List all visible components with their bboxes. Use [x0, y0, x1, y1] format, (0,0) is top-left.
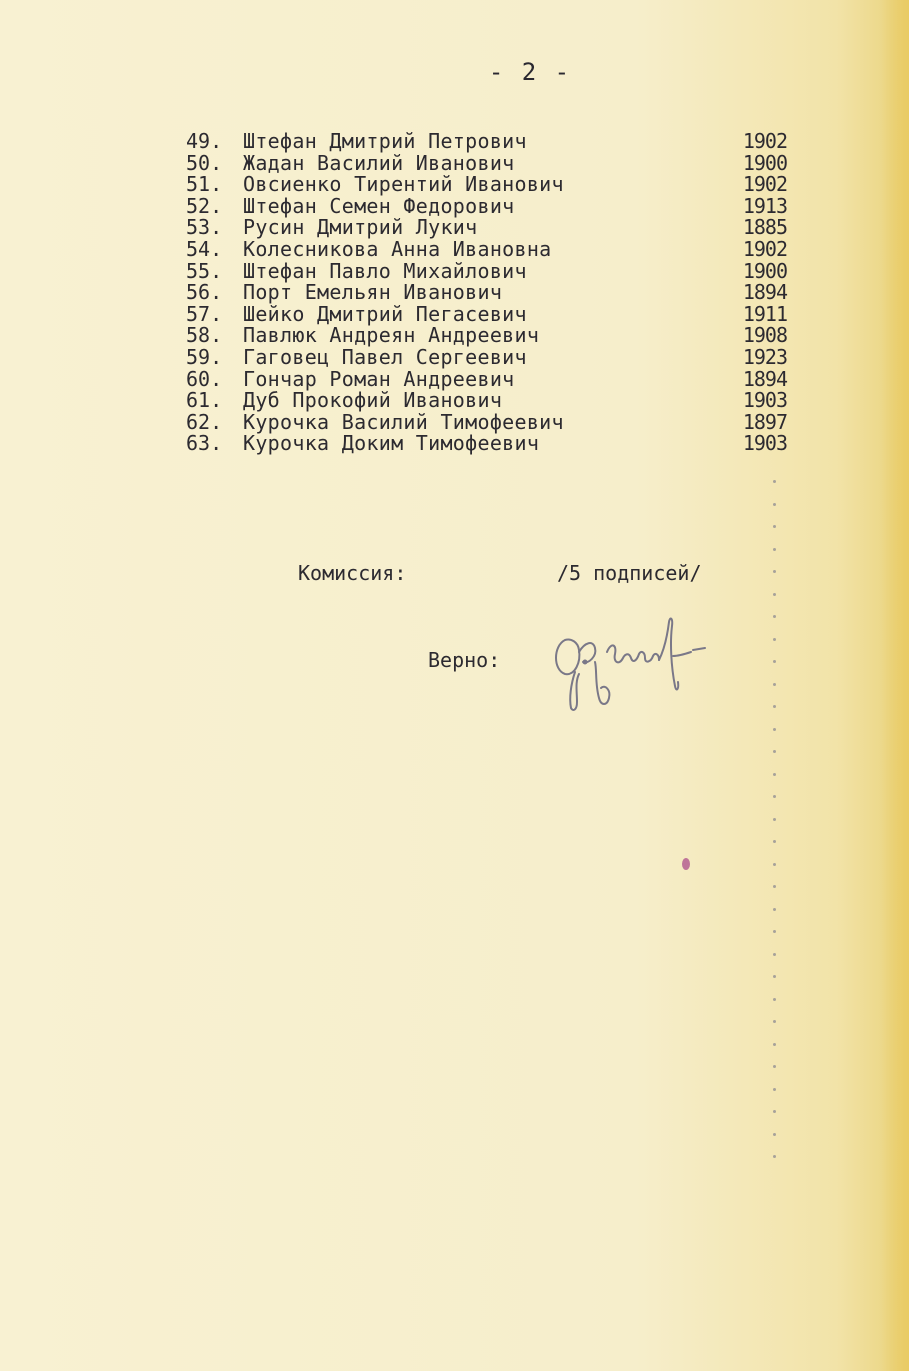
entry-number: 56.	[186, 280, 223, 305]
list-item	[186, 131, 791, 153]
entry-number: 51.	[186, 172, 223, 197]
list-item	[186, 282, 791, 304]
entry-birth-year: 1894	[742, 280, 787, 305]
margin-dot	[773, 1133, 776, 1136]
entry-name: Курочка Доким Тимофеевич	[243, 431, 540, 456]
list-item	[186, 301, 791, 326]
margin-dot	[773, 525, 776, 528]
list-item	[186, 174, 791, 196]
entry-birth-year: 1900	[742, 258, 787, 283]
margin-dot	[773, 885, 776, 888]
margin-dot	[773, 750, 776, 753]
margin-dot	[773, 570, 776, 573]
entry-name: Русин Дмитрий Лукич	[243, 215, 478, 240]
entry-number: 54.	[186, 236, 223, 261]
entry-name: Штефан Дмитрий Петрович	[243, 129, 527, 153]
entry-number: 53.	[186, 215, 223, 240]
entry-birth-year: 1923	[742, 344, 787, 369]
margin-dot	[773, 503, 776, 506]
ink-spot	[682, 858, 690, 870]
margin-dot	[773, 728, 776, 731]
margin-dot	[773, 795, 776, 798]
margin-dot	[773, 705, 776, 708]
margin-dot	[773, 953, 776, 956]
entry-name: Овсиенко Тирентий Иванович	[243, 172, 564, 197]
margin-dot	[773, 1020, 776, 1023]
certified-label: Верно:	[428, 648, 501, 672]
entry-name: Штефан Павло Михайлович	[243, 258, 527, 283]
margin-dot	[773, 840, 776, 843]
list-item	[186, 433, 791, 455]
entry-birth-year: 1911	[742, 301, 787, 326]
list-item	[186, 390, 791, 412]
entry-number: 49.	[186, 129, 223, 153]
margin-dot	[773, 1155, 776, 1158]
margin-dot	[773, 818, 776, 821]
entry-number: 58.	[186, 323, 223, 348]
entry-number: 59.	[186, 344, 223, 369]
margin-dot	[773, 930, 776, 933]
entry-name: Курочка Василий Тимофеевич	[243, 409, 564, 434]
entry-name: Жадан Василий Иванович	[243, 150, 515, 175]
entry-number: 62.	[186, 409, 223, 434]
entry-birth-year: 1902	[742, 172, 787, 197]
entry-name: Порт Емельян Иванович	[243, 280, 503, 305]
entry-birth-year: 1902	[742, 236, 787, 261]
entry-number: 50.	[186, 150, 223, 175]
paper-edge-stain	[881, 0, 909, 1371]
entry-name: Колесникова Анна Ивановна	[243, 236, 552, 261]
entry-number: 60.	[186, 366, 223, 391]
margin-dot	[773, 908, 776, 911]
entry-birth-year: 1903	[742, 431, 787, 456]
entry-birth-year: 1908	[742, 323, 787, 348]
margin-dot	[773, 638, 776, 641]
entry-name: Шейко Дмитрий Пегасевич	[243, 301, 527, 326]
entry-name: Гончар Роман Андреевич	[243, 366, 515, 391]
margin-dot	[773, 975, 776, 978]
entry-number: 55.	[186, 258, 223, 283]
margin-dot	[773, 660, 776, 663]
entry-number: 63.	[186, 431, 223, 456]
entry-birth-year: 1903	[742, 388, 787, 413]
margin-dot	[773, 998, 776, 1001]
page-number: - 2 -	[488, 58, 572, 86]
entry-name: Дуб Прокофий Иванович	[243, 388, 503, 413]
entry-name: Павлюк Андреян Андреевич	[243, 323, 540, 348]
list-item	[186, 217, 791, 239]
handwritten-signature	[545, 612, 710, 717]
list-item	[186, 409, 791, 434]
list-item	[186, 344, 791, 369]
list-item	[186, 236, 791, 261]
entry-name: Штефан Семен Федорович	[243, 193, 515, 218]
list-item	[186, 193, 791, 218]
margin-dot	[773, 683, 776, 686]
entry-number: 52.	[186, 193, 223, 218]
margin-dot	[773, 1088, 776, 1091]
entry-birth-year: 1885	[742, 215, 787, 240]
dotted-margin-marks	[768, 480, 782, 1160]
margin-dot	[773, 548, 776, 551]
entry-birth-year: 1902	[742, 129, 787, 153]
margin-dot	[773, 773, 776, 776]
list-item	[186, 150, 791, 175]
entry-number: 57.	[186, 301, 223, 326]
margin-dot	[773, 480, 776, 483]
margin-dot	[773, 863, 776, 866]
entry-birth-year: 1900	[742, 150, 787, 175]
margin-dot	[773, 615, 776, 618]
margin-dot	[773, 1110, 776, 1113]
entry-number: 61.	[186, 388, 223, 413]
margin-dot	[773, 593, 776, 596]
commission-label: Комиссия:	[298, 561, 407, 585]
entry-name: Гаговец Павел Сергеевич	[243, 344, 527, 369]
name-list	[186, 131, 791, 455]
list-item	[186, 325, 791, 347]
entry-birth-year: 1897	[742, 409, 787, 434]
entry-birth-year: 1894	[742, 366, 787, 391]
margin-dot	[773, 1065, 776, 1068]
margin-dot	[773, 1043, 776, 1046]
list-item	[186, 366, 791, 391]
signatures-note: /5 подписей/	[557, 561, 702, 585]
list-item	[186, 258, 791, 283]
entry-birth-year: 1913	[742, 193, 787, 218]
